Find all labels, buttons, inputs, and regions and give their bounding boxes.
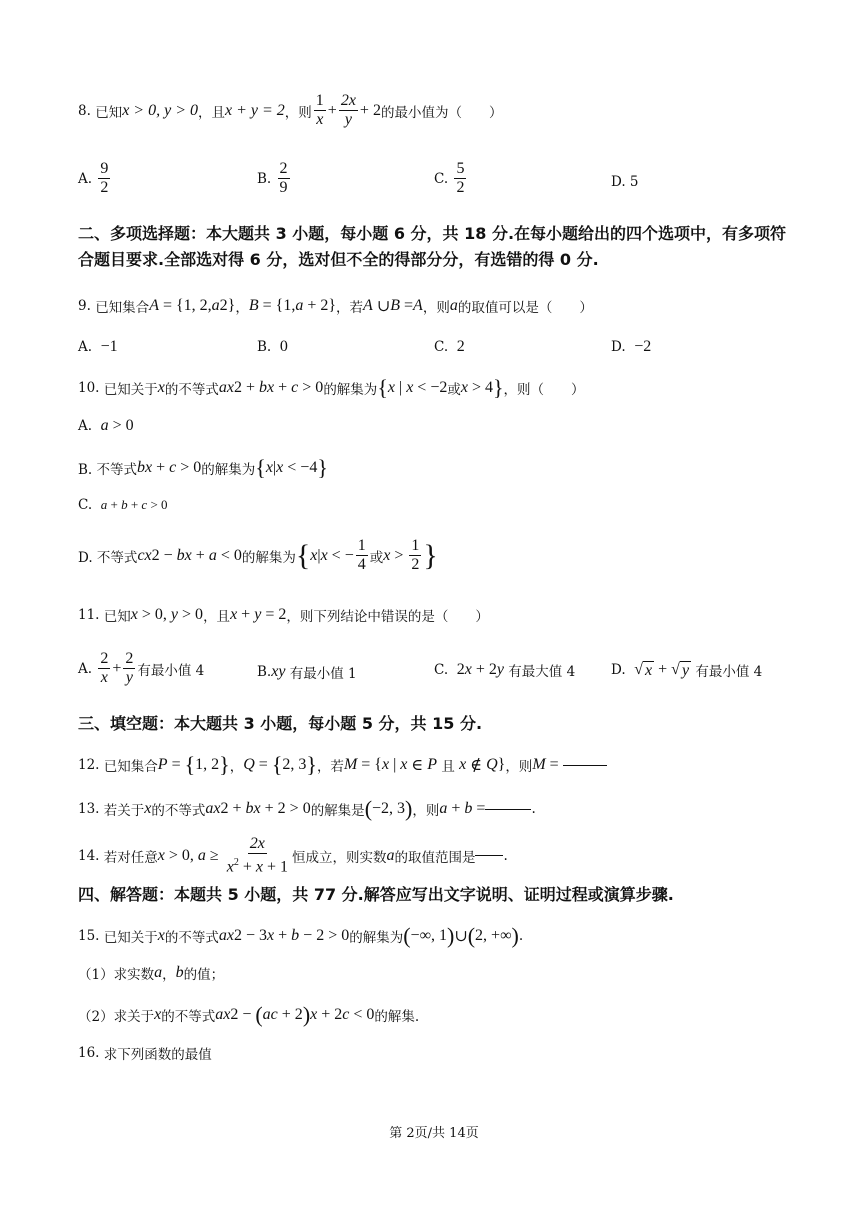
q10-option-d-or: 或 (369, 549, 384, 566)
q9-option-c (434, 338, 465, 356)
option-a-label: A. (78, 339, 93, 355)
q15-part-2: （2）求关于 x 的不等式 ax 2 − ( ac + 2 ) x + 2 c < 0 的解集. (78, 1002, 420, 1027)
question-12: 12. 已知集合 P = { 1, 2 } ， Q = { 2, 3 } ，若 M = { x | x ∈ P 且 x ∉ Q } ，则 M = (78, 752, 607, 778)
option-c-label: C. (434, 170, 449, 187)
q11-text-3: ，则下列结论中错误的是（ ） (286, 609, 489, 625)
q8-text: 已知 (95, 104, 123, 121)
q8-condition: x > 0, y > 0 (122, 101, 198, 119)
option-d-label: D. (611, 662, 626, 678)
q12-text-2: ，若 (316, 759, 344, 775)
q11-option-a: A. $\frac{2}{x}$ + $\frac{2}{y}$ 有最小值 4 (78, 650, 205, 686)
option-a-label: A. (78, 170, 93, 187)
q12-text-3: ，则 (505, 759, 533, 775)
q15-text-2: 的不等式 (164, 930, 219, 946)
q11-option-b: B. xy 有最小值 1 (257, 663, 357, 682)
option-b-label: B. 不等式 (78, 462, 138, 478)
option-c-value: 2 (456, 338, 465, 355)
q8-option-a (78, 160, 112, 197)
q9-option-d (611, 338, 651, 356)
question-14: 14. 若对任意 x > 0, a ≥ $\frac{2x}{x^2 + x + 1}$ 恒成立，则实数 a 的取值范围是 . (78, 835, 508, 876)
q9-text-2: ，若 (336, 300, 364, 316)
q8-text-2: ，且 (197, 104, 225, 121)
page-footer: 第 2页/共 14页 (389, 1126, 479, 1141)
q12-text: 已知集合 (103, 759, 158, 775)
q15-number: 15. (78, 928, 100, 944)
q10-text-2: 的不等式 (164, 382, 219, 398)
q14-text: 若对任意 (103, 849, 158, 866)
option-d-label: D. 5 (611, 174, 639, 190)
q11-text-2: ，且 (203, 609, 231, 625)
q11-option-c: C. 2 x + 2 y 有最大值 4 (434, 661, 576, 680)
question-13: 13. 若关于 x 的不等式 ax 2 + bx + 2 > 0 的解集是 ( −2, 3 ) ，则 a + b = . (78, 796, 536, 821)
option-c-text: 有最大值 4 (508, 664, 576, 680)
q13-number: 13. (78, 801, 100, 817)
option-d-label: D. (611, 339, 626, 355)
option-d-value: −2 (634, 338, 652, 355)
q15-part-1: （1）求实数 a ， b 的值； (78, 964, 225, 983)
q13-text-2: 的不等式 (151, 803, 206, 819)
option-a-value: −1 (100, 338, 118, 355)
section-2-heading: 二、多项选择题：本大题共 3 小题，每小题 6 分，共 18 分.在每小题给出的四个选项中，有多项符合题目要求.全部选对得 6 分，选对但不全的得部分分，有选错的得 0 分. (78, 224, 787, 269)
q15-part-1-text-2: 的值； (183, 967, 225, 983)
q8-option-a-frac: $\frac{9}{2}$ (100, 160, 109, 196)
q10-option-c: C. a + b + c > 0 (78, 497, 168, 513)
question-16 (78, 1043, 212, 1063)
q8-expr-frac-1: $\frac{1}{x}$ (315, 92, 324, 128)
q11-number: 11. (78, 607, 100, 623)
q13-answer-blank[interactable] (485, 809, 531, 810)
q8-option-c-frac: $\frac{5}{2}$ (456, 160, 465, 196)
section-4-heading: 四、解答题：本题共 5 小题，共 77 分.解答应写出文字说明、证明过程或演算步骤. (78, 885, 674, 904)
q15-part-1-text: （1）求实数 (78, 967, 155, 983)
option-d-text: 有最小值 4 (695, 664, 763, 680)
q9-text-3: ，则 (422, 300, 450, 316)
q12-number: 12. (78, 757, 100, 773)
question-11: 11. 已知 x > 0, y > 0 ，且 x + y = 2 ，则下列结论中错误的是（ ） (78, 606, 489, 625)
q9-option-a (78, 338, 118, 356)
q8-option-b-frac: $\frac{2}{9}$ (279, 160, 288, 196)
q14-text-3: 的取值范围是 (394, 849, 476, 866)
option-a-text: 有最小值 4 (137, 662, 205, 679)
q10-number: 10. (78, 380, 100, 396)
q12-and: 且 (441, 759, 455, 775)
q8-text-4: 的最小值为（ ） (380, 104, 503, 121)
q13-text-3: 的解集是 (310, 803, 365, 819)
q14-answer-blank[interactable] (475, 855, 503, 856)
option-b-value: 0 (279, 338, 288, 355)
q10-option-b-text: 的解集为 (201, 462, 256, 478)
q10-frac-half: $\frac{1}{2}$ (411, 537, 420, 573)
q10-option-b: B. 不等式 bx + c > 0 的解集为 { x | x < −4 } (78, 455, 328, 480)
q10-option-d-text: 的解集为 (241, 549, 296, 566)
q8-text-3: ，则 (284, 104, 312, 121)
q9-option-b (257, 338, 288, 356)
q11-text: 已知 (103, 609, 131, 625)
q8-condition-2: x + y = 2 (224, 101, 285, 119)
option-a-label: A. (78, 660, 93, 677)
q9-text-4: 的取值可以是（ ） (457, 300, 593, 316)
question-8: 8. 已知 x > 0, y > 0 ，且 x + y = 2 ，则 $\frac{1}{x}$ + $\frac{2x}{y}$ + 2 的最小值为（ ） (78, 92, 503, 128)
q15-text: 已知关于 (103, 930, 158, 946)
q14-frac: $\frac{2x}{x^2 + x + 1}$ (226, 835, 288, 876)
option-b-label: B. (257, 339, 272, 355)
q16-text: 求下列函数的最值 (103, 1047, 212, 1063)
q10-option-a: A. a > 0 (78, 417, 134, 434)
q15-part-2-text: （2）求关于 (78, 1009, 155, 1025)
q10-text-3: 的解集为 (323, 382, 378, 398)
q8-option-d (611, 174, 639, 190)
q8-number: 8. (78, 102, 91, 119)
q10-text: 已知关于 (103, 382, 158, 398)
question-10: 10. 已知关于 x 的不等式 ax 2 + bx + c > 0 的解集为 { x | x < −2 或 x > 4 } ，则（ ） (78, 375, 585, 400)
option-a-label: A. (78, 418, 93, 434)
q15-part-2-text-2: 的不等式 (161, 1009, 216, 1025)
q13-text-4: ，则 (412, 803, 440, 819)
q8-option-c (434, 160, 468, 197)
option-b-text: 有最小值 1 (289, 666, 357, 682)
option-c-label: C. (78, 497, 93, 513)
q10-text-4: ，则（ ） (503, 382, 585, 398)
q15-text-3: 的解集为 (349, 930, 404, 946)
q13-text: 若关于 (103, 803, 145, 819)
question-15: 15. 已知关于 x 的不等式 ax 2 − 3 x + b − 2 > 0 的解集为 ( −∞, 1 ) ∪ ( 2, +∞ ) . (78, 923, 524, 948)
q12-answer-blank[interactable] (563, 765, 607, 766)
q10-frac-quarter: $\frac{1}{4}$ (357, 537, 366, 573)
option-c-label: C. (434, 339, 449, 355)
q9-text: 已知集合 (95, 300, 150, 316)
question-9: 9. 已知集合 A = {1, 2, a 2 } ， B = {1, a + 2} ，若 A ∪ B = A ，则 a 的取值可以是（ ） (78, 297, 593, 316)
q8-expr-frac-2: $\frac{2x}{y}$ (340, 92, 356, 128)
q9-number: 9. (78, 298, 91, 314)
section-3-heading: 三、填空题：本大题共 3 小题，每小题 5 分，共 15 分. (78, 714, 483, 733)
q15-part-2-text-3: 的解集. (374, 1009, 420, 1025)
q14-number: 14. (78, 847, 100, 864)
q10-or: 或 (447, 382, 461, 398)
option-b-label: B. (257, 170, 272, 187)
q11-option-d: D. √ x + √ y 有最小值 4 (611, 661, 763, 680)
q14-text-2: 恒成立，则实数 (291, 849, 387, 866)
q10-option-d: D. 不等式 cx 2 − bx + a < 0 的解集为 { x | x < − $\frac{1}{4}$ 或 x > $\frac{1}{2}$ } (78, 537, 438, 573)
q16-number: 16. (78, 1045, 100, 1061)
q8-option-b (257, 160, 292, 197)
option-b-label: B. (257, 664, 272, 680)
option-d-label: D. 不等式 (78, 549, 138, 566)
option-c-label: C. (434, 662, 449, 678)
